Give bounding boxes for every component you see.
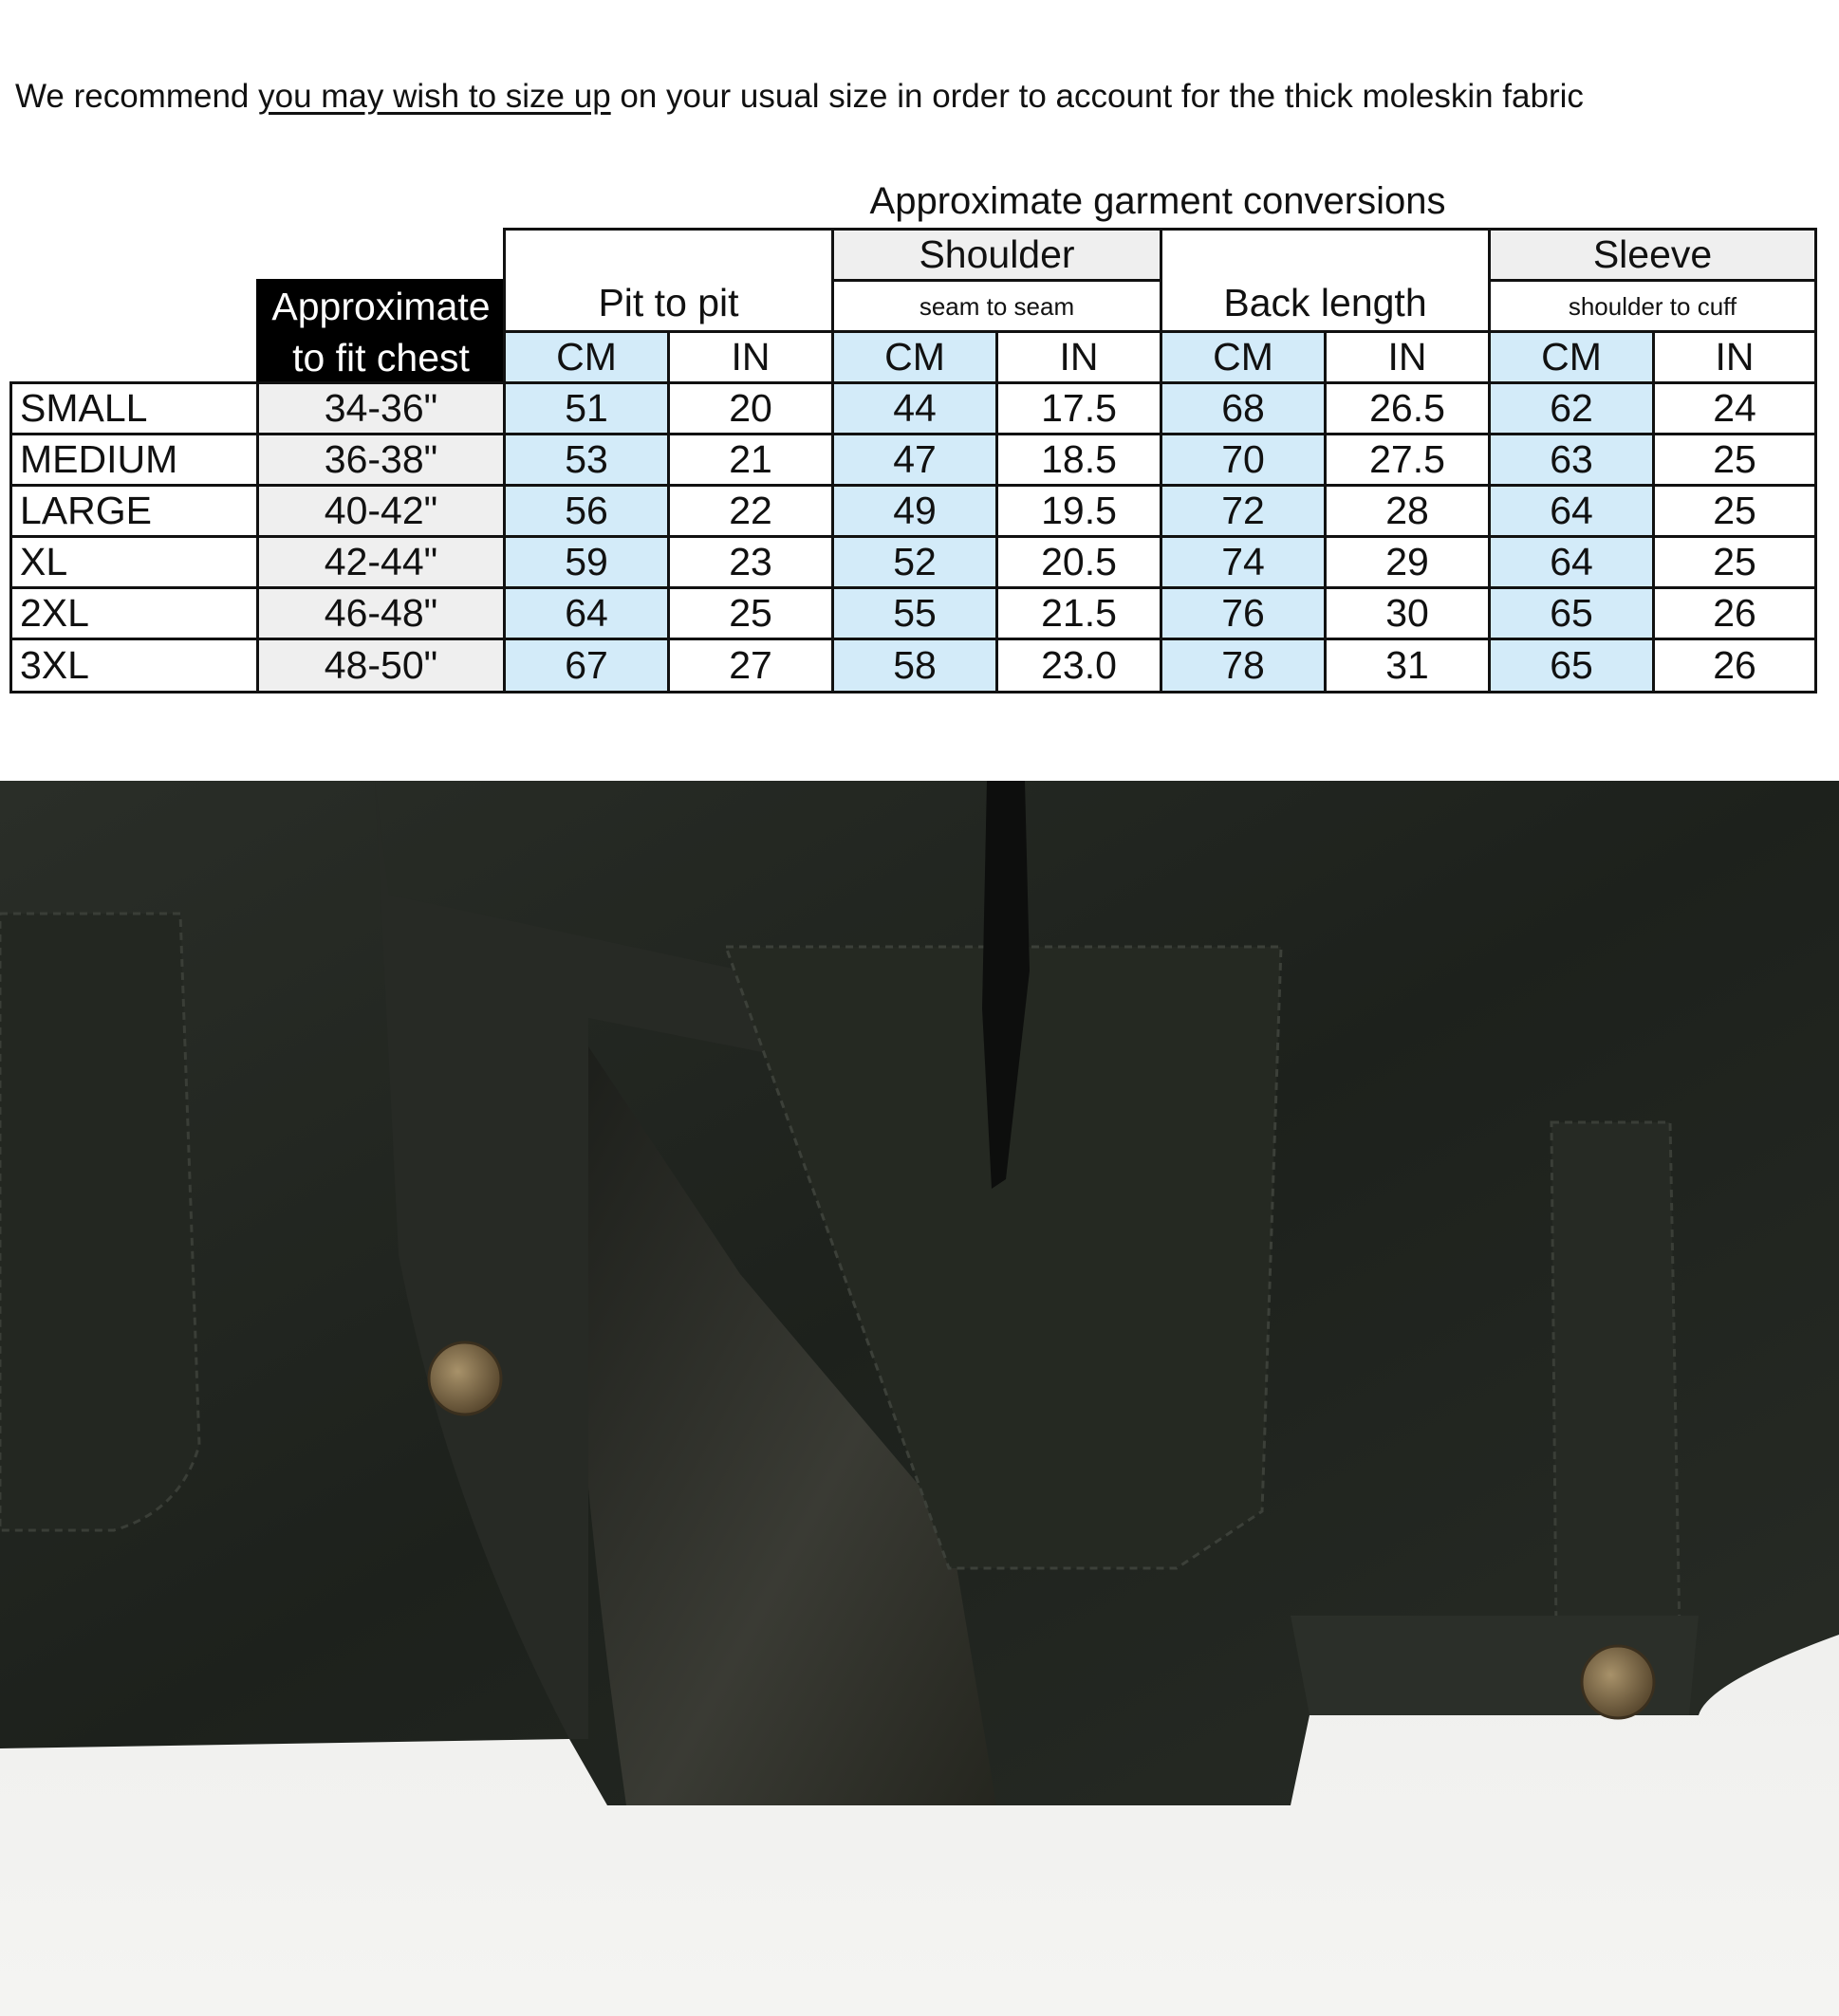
unit-cm-header: CM: [1160, 330, 1327, 384]
unit-in-header: IN: [667, 330, 834, 384]
cm-value: 55: [831, 586, 998, 640]
cm-value: 65: [1488, 638, 1655, 694]
in-value: 22: [667, 484, 834, 538]
chest-range: 40-42": [256, 484, 506, 538]
chest-range: 48-50": [256, 638, 506, 694]
cm-value: 49: [831, 484, 998, 538]
size-label: 3XL: [9, 638, 259, 694]
size-advice-suffix: on your usual size in order to account for the thick moleskin fabric: [610, 78, 1584, 115]
unit-cm-header: CM: [1488, 330, 1655, 384]
in-value: 23.0: [995, 638, 1162, 694]
jacket-photo-illustration: [0, 781, 1839, 2016]
in-value: 28: [1324, 484, 1491, 538]
sleeve-subheader: shoulder to cuff: [1488, 279, 1817, 333]
size-label: MEDIUM: [9, 433, 259, 487]
chest-range: 34-36": [256, 381, 506, 435]
in-value: 24: [1652, 381, 1817, 435]
in-value: 29: [1324, 535, 1491, 589]
cm-value: 52: [831, 535, 998, 589]
size-advice-note: [15, 76, 1828, 118]
in-value: 18.5: [995, 433, 1162, 487]
cm-value: 53: [503, 433, 670, 487]
in-value: 20: [667, 381, 834, 435]
in-value: 20.5: [995, 535, 1162, 589]
cm-value: 68: [1160, 381, 1327, 435]
in-value: 25: [1652, 484, 1817, 538]
unit-in-header: IN: [995, 330, 1162, 384]
cm-value: 72: [1160, 484, 1327, 538]
in-value: 25: [1652, 535, 1817, 589]
pit-to-pit-header: Pit to pit: [503, 228, 834, 333]
in-value: 17.5: [995, 381, 1162, 435]
cm-value: 74: [1160, 535, 1327, 589]
in-value: 27.5: [1324, 433, 1491, 487]
in-value: 26.5: [1324, 381, 1491, 435]
shoulder-header: Shoulder: [831, 228, 1162, 282]
cm-value: 70: [1160, 433, 1327, 487]
cm-value: 47: [831, 433, 998, 487]
unit-in-header: IN: [1652, 330, 1817, 384]
cm-value: 76: [1160, 586, 1327, 640]
in-value: 26: [1652, 638, 1817, 694]
cm-value: 58: [831, 638, 998, 694]
cm-value: 67: [503, 638, 670, 694]
chest-header-line: to fit chest: [292, 335, 470, 379]
size-label: SMALL: [9, 381, 259, 435]
unit-cm-header: CM: [503, 330, 670, 384]
in-value: 19.5: [995, 484, 1162, 538]
cm-value: 64: [503, 586, 670, 640]
cm-value: 63: [1488, 433, 1655, 487]
shoulder-subheader: seam to seam: [831, 279, 1162, 333]
size-advice-prefix: We recommend: [15, 78, 259, 115]
sleeve-header: Sleeve: [1488, 228, 1817, 282]
cm-value: 44: [831, 381, 998, 435]
size-label: 2XL: [9, 586, 259, 640]
in-value: 26: [1652, 586, 1817, 640]
in-value: 21: [667, 433, 834, 487]
cm-value: 56: [503, 484, 670, 538]
size-label: XL: [9, 535, 259, 589]
chest-column-header: [256, 279, 506, 384]
cm-value: 78: [1160, 638, 1327, 694]
in-value: 25: [1652, 433, 1817, 487]
in-value: 31: [1324, 638, 1491, 694]
cm-value: 65: [1488, 586, 1655, 640]
unit-in-header: IN: [1324, 330, 1491, 384]
cm-value: 64: [1488, 535, 1655, 589]
size-label: LARGE: [9, 484, 259, 538]
chest-range: 46-48": [256, 586, 506, 640]
chest-range: 42-44": [256, 535, 506, 589]
product-photo: [0, 781, 1839, 2016]
in-value: 27: [667, 638, 834, 694]
table-caption: Approximate garment conversions: [869, 180, 1446, 222]
chest-header-line: Approximate: [271, 284, 491, 328]
back-length-header: Back length: [1160, 228, 1491, 333]
in-value: 25: [667, 586, 834, 640]
size-up-link[interactable]: you may wish to size up: [258, 78, 611, 115]
cm-value: 59: [503, 535, 670, 589]
in-value: 21.5: [995, 586, 1162, 640]
in-value: 30: [1324, 586, 1491, 640]
in-value: 23: [667, 535, 834, 589]
cm-value: 62: [1488, 381, 1655, 435]
cm-value: 64: [1488, 484, 1655, 538]
cm-value: 51: [503, 381, 670, 435]
chest-range: 36-38": [256, 433, 506, 487]
unit-cm-header: CM: [831, 330, 998, 384]
